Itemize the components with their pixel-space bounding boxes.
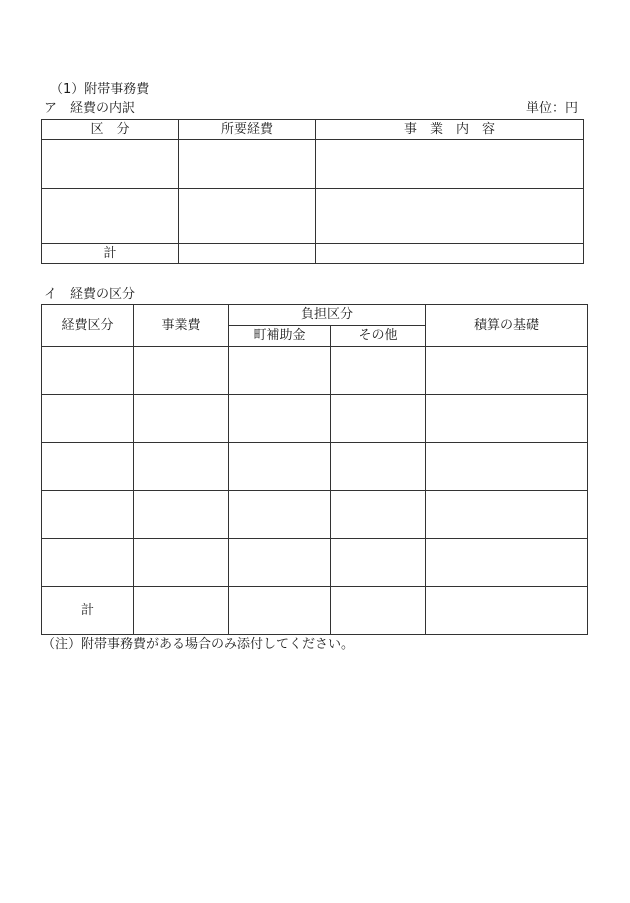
table-cell[interactable] xyxy=(42,491,134,539)
table-cell[interactable] xyxy=(316,244,584,264)
table-cell[interactable] xyxy=(426,587,588,635)
table-cell[interactable] xyxy=(179,189,316,244)
table-row xyxy=(42,491,588,539)
table-cell[interactable] xyxy=(229,491,331,539)
table-cell[interactable] xyxy=(331,587,426,635)
column-header-details: 事 業 内 容 xyxy=(316,120,584,140)
total-label: 計 xyxy=(42,244,179,264)
table-cell[interactable] xyxy=(42,539,134,587)
column-header-category: 区 分 xyxy=(42,120,179,140)
table-cell[interactable] xyxy=(134,587,229,635)
column-header-basis: 積算の基礎 xyxy=(426,305,588,347)
column-header-required-cost: 所要経費 xyxy=(179,120,316,140)
table-cell[interactable] xyxy=(134,395,229,443)
table-cell[interactable] xyxy=(331,539,426,587)
table-cell[interactable] xyxy=(229,395,331,443)
table-cell[interactable] xyxy=(426,347,588,395)
table-cell[interactable] xyxy=(42,443,134,491)
column-header-burden: 負担区分 xyxy=(229,305,426,326)
table-row xyxy=(42,189,584,244)
table-cell[interactable] xyxy=(316,189,584,244)
table-cell[interactable] xyxy=(331,491,426,539)
table-row xyxy=(42,443,588,491)
table-cell[interactable] xyxy=(134,347,229,395)
column-header-category: 経費区分 xyxy=(42,305,134,347)
table-row xyxy=(42,539,588,587)
table-cell[interactable] xyxy=(331,347,426,395)
column-header-other: その他 xyxy=(331,326,426,347)
table-cell[interactable] xyxy=(316,140,584,189)
unit-label: 単位：円 xyxy=(526,101,579,116)
table-cell[interactable] xyxy=(229,443,331,491)
table-cell[interactable] xyxy=(426,395,588,443)
table-cell[interactable] xyxy=(42,189,179,244)
table-cell[interactable] xyxy=(134,443,229,491)
table-cell[interactable] xyxy=(134,491,229,539)
table-cell[interactable] xyxy=(134,539,229,587)
table-row xyxy=(42,395,588,443)
expense-category-table xyxy=(41,304,588,635)
part-b-heading: イ 経費の区分 xyxy=(44,287,136,302)
table-cell[interactable] xyxy=(42,140,179,189)
part-a-heading: ア 経費の内訳 xyxy=(44,101,136,116)
table-cell[interactable] xyxy=(179,140,316,189)
section-title: （1）附帯事務費 xyxy=(50,82,150,97)
table-cell[interactable] xyxy=(331,443,426,491)
table-cell[interactable] xyxy=(179,244,316,264)
column-header-project-cost: 事業費 xyxy=(134,305,229,347)
expense-breakdown-table xyxy=(41,119,584,264)
table-cell[interactable] xyxy=(229,539,331,587)
total-row xyxy=(42,244,584,264)
table-cell[interactable] xyxy=(42,347,134,395)
table-row xyxy=(42,140,584,189)
table-header-row xyxy=(42,305,588,326)
footnote: （注）附帯事務費がある場合のみ添付してください。 xyxy=(42,637,355,652)
table-cell[interactable] xyxy=(229,347,331,395)
table-row xyxy=(42,347,588,395)
table-header-row xyxy=(42,120,584,140)
table-cell[interactable] xyxy=(426,491,588,539)
table-cell[interactable] xyxy=(42,395,134,443)
table-cell[interactable] xyxy=(426,539,588,587)
column-header-subsidy: 町補助金 xyxy=(229,326,331,347)
total-row xyxy=(42,587,588,635)
table-cell[interactable] xyxy=(426,443,588,491)
table-cell[interactable] xyxy=(331,395,426,443)
total-label: 計 xyxy=(42,587,134,635)
table-cell[interactable] xyxy=(229,587,331,635)
